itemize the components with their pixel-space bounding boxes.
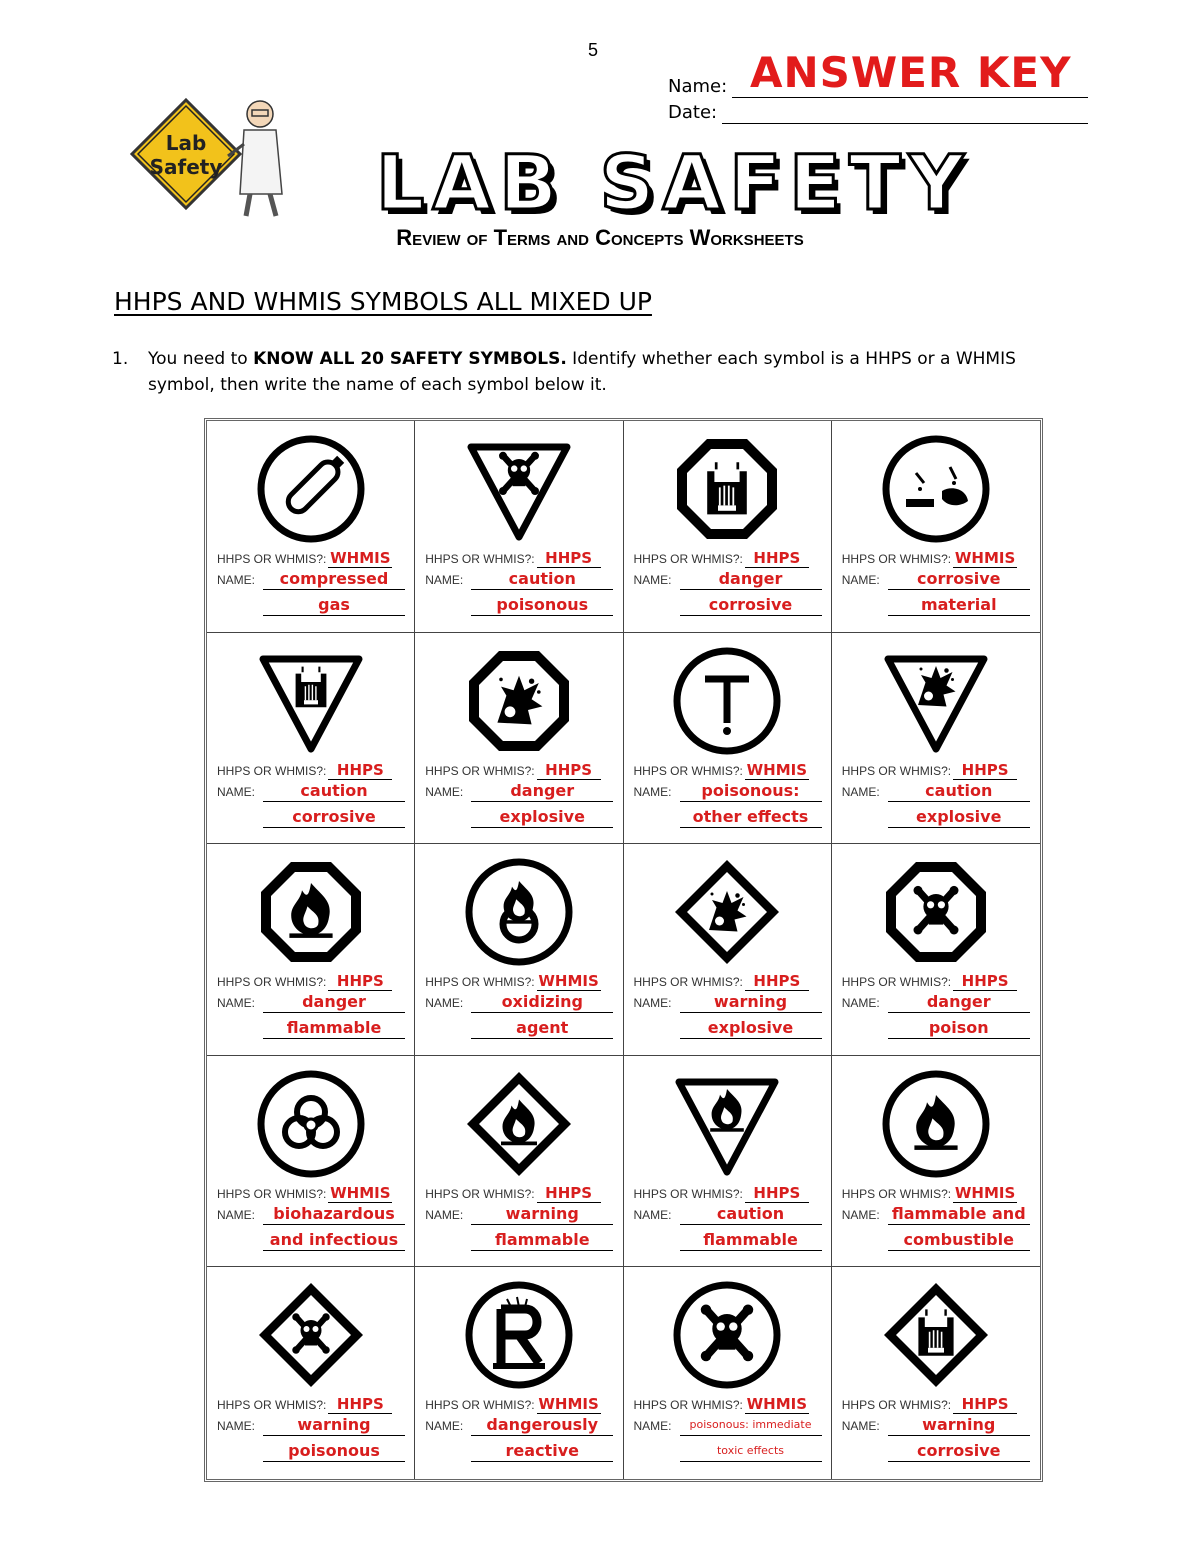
name-answer-line-1[interactable]: caution	[888, 781, 1030, 802]
type-label: HHPS OR WHMIS?:	[841, 975, 952, 990]
dangerously-reactive-icon	[463, 1279, 575, 1391]
type-label: HHPS OR WHMIS?:	[633, 1398, 743, 1413]
biohazard-icon	[255, 1068, 367, 1180]
name-label: NAME:	[841, 996, 880, 1011]
name-answer-line-1[interactable]: biohazardous	[263, 1204, 405, 1225]
type-question	[842, 972, 1017, 991]
type-label: HHPS OR WHMIS?:	[633, 552, 743, 566]
name-answer-line-2[interactable]: gas	[263, 595, 405, 616]
name-answer-line-1[interactable]: danger	[680, 569, 822, 590]
question-bold-text: KNOW ALL 20 SAFETY SYMBOLS.	[253, 349, 567, 369]
type-label: HHPS OR WHMIS?:	[841, 1186, 952, 1201]
name-answer-line-2[interactable]: other effects	[680, 807, 822, 828]
type-question	[425, 549, 600, 568]
type-label: HHPS OR WHMIS?:	[841, 1398, 952, 1413]
type-question	[634, 549, 809, 568]
name-answer-line-1[interactable]: warning	[471, 1204, 613, 1225]
type-question	[842, 549, 1017, 568]
compressed-gas-icon	[255, 433, 367, 545]
type-question	[217, 761, 392, 780]
name-answer-line-1[interactable]: danger	[471, 781, 613, 802]
type-question	[217, 972, 392, 991]
name-answer-line-2[interactable]: and infectious	[263, 1230, 405, 1251]
type-answer[interactable]: HHPS	[328, 972, 392, 991]
caution-explosive-icon	[880, 645, 992, 757]
name-underline	[732, 97, 1088, 98]
type-label: HHPS OR WHMIS?:	[217, 975, 327, 990]
type-label: HHPS OR WHMIS?:	[633, 975, 743, 990]
danger-corrosive-icon	[671, 433, 783, 545]
name-answer-line-2[interactable]: poison	[888, 1018, 1030, 1039]
name-answer-line-1[interactable]: poisonous:	[680, 781, 822, 802]
symbol-cell	[624, 421, 832, 633]
name-answer-line-2[interactable]: flammable	[471, 1230, 613, 1251]
symbol-cell	[624, 844, 832, 1056]
warning-poisonous-icon	[255, 1279, 367, 1391]
type-label: HHPS OR WHMIS?:	[841, 552, 952, 566]
type-question	[842, 761, 1017, 780]
page-subtitle: Review of Terms and Concepts Worksheets	[396, 225, 804, 250]
question-text-after: Identify whether each symbol is a HHPS or a WHMIS symbol, then write the name of each symbol below it.	[148, 349, 1016, 395]
name-answer-line-2[interactable]: corrosive	[263, 807, 405, 828]
name-answer-line-2[interactable]: corrosive	[680, 595, 822, 616]
name-answer-line-1[interactable]: caution	[680, 1204, 822, 1225]
symbol-cell	[207, 844, 415, 1056]
name-label: NAME:	[841, 784, 880, 799]
name-label: NAME:	[425, 1207, 464, 1222]
name-answer-line-2[interactable]: combustible	[888, 1230, 1030, 1251]
type-answer[interactable]: HHPS	[328, 1395, 392, 1414]
symbol-cell	[415, 1056, 623, 1268]
type-answer[interactable]: HHPS	[328, 761, 392, 780]
type-label: HHPS OR WHMIS?:	[425, 975, 535, 990]
type-question	[634, 1395, 809, 1414]
type-answer[interactable]: WHMIS	[954, 549, 1016, 567]
type-label: HHPS OR WHMIS?:	[633, 763, 743, 778]
flammable-combustible-icon	[880, 1068, 992, 1180]
type-answer[interactable]: HHPS	[953, 1395, 1017, 1414]
symbol-cell	[415, 421, 623, 633]
symbol-cell	[415, 844, 623, 1056]
symbol-cell	[207, 633, 415, 845]
caution-poisonous-icon	[463, 433, 575, 545]
symbol-cell	[832, 1056, 1040, 1268]
name-answer-line-2[interactable]: poisonous	[263, 1441, 405, 1462]
symbol-cell	[415, 633, 623, 845]
name-answer-line-1[interactable]: poisonous: immediate	[680, 1415, 822, 1436]
date-field[interactable]	[668, 102, 1088, 124]
poisonous-other-effects-icon	[671, 645, 783, 757]
name-label: NAME:	[633, 573, 672, 587]
date-label: Date:	[668, 102, 718, 123]
name-label: NAME:	[841, 573, 880, 587]
type-question	[425, 1184, 600, 1203]
symbol-cell	[832, 633, 1040, 845]
caution-flammable-icon	[671, 1068, 783, 1180]
name-label: Name:	[668, 76, 728, 97]
logo-text-lab: Lab	[165, 131, 207, 155]
answer-key-text: ANSWER KEY	[750, 48, 1072, 97]
name-field[interactable]	[668, 76, 1088, 98]
symbol-cell	[624, 633, 832, 845]
type-question	[217, 549, 392, 568]
name-label: NAME:	[841, 1207, 880, 1222]
name-answer-line-2[interactable]: explosive	[888, 807, 1030, 828]
type-answer[interactable]: WHMIS	[330, 1183, 391, 1202]
type-answer[interactable]: WHMIS	[746, 760, 808, 779]
type-question	[634, 972, 809, 991]
symbol-cell	[207, 421, 415, 633]
poisonous-immediate-toxic-icon	[671, 1279, 783, 1391]
name-answer-line-2[interactable]: corrosive	[888, 1441, 1030, 1462]
name-answer-line-1[interactable]: warning	[680, 992, 822, 1013]
type-answer[interactable]: WHMIS	[538, 1395, 599, 1414]
name-answer-line-2[interactable]: agent	[471, 1018, 613, 1039]
type-label: HHPS OR WHMIS?:	[633, 1186, 743, 1201]
type-answer[interactable]: WHMIS	[538, 972, 599, 991]
name-label: NAME:	[217, 784, 256, 799]
name-answer-line-2[interactable]: flammable	[263, 1018, 405, 1039]
type-label: HHPS OR WHMIS?:	[217, 1186, 327, 1201]
type-answer[interactable]: HHPS	[537, 549, 601, 568]
danger-explosive-icon	[463, 645, 575, 757]
name-answer-line-1[interactable]: danger	[263, 992, 405, 1013]
type-answer[interactable]: WHMIS	[746, 1395, 808, 1414]
type-label: HHPS OR WHMIS?:	[425, 1186, 535, 1201]
page-title: LAB SAFETY	[376, 138, 972, 227]
type-question	[425, 761, 600, 780]
name-label: NAME:	[217, 1207, 256, 1222]
logo-text-safety: Safety	[149, 155, 223, 179]
type-question	[425, 1395, 600, 1414]
question-number: 1.	[112, 349, 129, 369]
type-question	[217, 1395, 392, 1414]
page-number: 5	[588, 40, 599, 60]
name-answer-line-1[interactable]: dangerously	[471, 1415, 613, 1436]
symbol-cell	[207, 1267, 415, 1479]
name-label: NAME:	[425, 996, 464, 1011]
section-heading: HHPS AND WHMIS SYMBOLS ALL MIXED UP	[114, 287, 652, 316]
oxidizing-agent-icon	[463, 856, 575, 968]
type-answer[interactable]: HHPS	[745, 1184, 809, 1203]
name-label: NAME:	[425, 784, 464, 799]
type-answer[interactable]: HHPS	[953, 972, 1017, 991]
name-answer-line-2[interactable]: poisonous	[471, 595, 613, 616]
type-answer[interactable]: HHPS	[745, 549, 809, 568]
type-answer[interactable]: HHPS	[953, 761, 1017, 780]
danger-poison-icon	[880, 856, 992, 968]
name-answer-line-1[interactable]: compressed	[263, 569, 405, 590]
name-label: NAME:	[217, 573, 256, 587]
name-answer-line-1[interactable]: warning	[263, 1415, 405, 1436]
type-label: HHPS OR WHMIS?:	[217, 763, 327, 778]
name-label: NAME:	[217, 1419, 256, 1434]
warning-flammable-icon	[463, 1068, 575, 1180]
name-answer-line-2[interactable]: explosive	[471, 807, 613, 828]
type-question	[217, 1184, 392, 1203]
symbol-cell	[832, 1267, 1040, 1479]
type-label: HHPS OR WHMIS?:	[217, 1398, 327, 1413]
warning-explosive-icon	[671, 856, 783, 968]
type-label: HHPS OR WHMIS?:	[425, 1398, 535, 1413]
symbol-cell	[624, 1056, 832, 1268]
type-label: HHPS OR WHMIS?:	[425, 552, 535, 566]
name-label: NAME:	[425, 573, 464, 587]
name-answer-line-2[interactable]: material	[888, 595, 1030, 616]
symbol-cell	[624, 1267, 832, 1479]
symbol-cell	[415, 1267, 623, 1479]
name-label: NAME:	[425, 1419, 464, 1434]
question-text-before: You need to	[148, 349, 254, 369]
name-answer-line-2[interactable]: toxic effects	[680, 1441, 822, 1462]
name-label: NAME:	[633, 1419, 672, 1434]
name-answer-line-1[interactable]: danger	[888, 992, 1030, 1013]
type-answer[interactable]: WHMIS	[954, 1183, 1016, 1202]
name-answer-line-1[interactable]: flammable and	[888, 1204, 1030, 1225]
symbol-cell	[207, 1056, 415, 1268]
name-label: NAME:	[841, 1419, 880, 1434]
symbols-grid	[204, 418, 1043, 1482]
type-question	[425, 972, 600, 991]
name-answer-line-1[interactable]: warning	[888, 1415, 1030, 1436]
type-answer[interactable]: HHPS	[537, 761, 601, 780]
date-underline	[722, 123, 1088, 124]
caution-corrosive-icon	[255, 645, 367, 757]
corrosive-material-icon	[880, 433, 992, 545]
name-answer-line-1[interactable]: oxidizing	[471, 992, 613, 1013]
name-label: NAME:	[633, 1207, 672, 1222]
name-answer-line-2[interactable]: explosive	[680, 1018, 822, 1039]
name-answer-line-1[interactable]: caution	[471, 569, 613, 590]
type-label: HHPS OR WHMIS?:	[841, 763, 952, 778]
type-answer[interactable]: WHMIS	[330, 549, 391, 567]
name-label: NAME:	[217, 996, 256, 1011]
type-answer[interactable]: HHPS	[745, 972, 809, 991]
name-answer-line-1[interactable]: caution	[263, 781, 405, 802]
type-label: HHPS OR WHMIS?:	[217, 552, 327, 566]
name-answer-line-2[interactable]: flammable	[680, 1230, 822, 1251]
danger-flammable-icon	[255, 856, 367, 968]
warning-corrosive-icon	[880, 1279, 992, 1391]
symbol-cell	[832, 844, 1040, 1056]
type-question	[842, 1184, 1017, 1203]
name-label: NAME:	[633, 996, 672, 1011]
name-answer-line-2[interactable]: reactive	[471, 1441, 613, 1462]
name-answer-line-1[interactable]: corrosive	[888, 569, 1030, 590]
name-label: NAME:	[633, 784, 672, 799]
question-instruction	[112, 346, 1052, 398]
type-question	[634, 761, 809, 780]
type-answer[interactable]: HHPS	[537, 1184, 601, 1203]
symbol-cell	[832, 421, 1040, 633]
type-label: HHPS OR WHMIS?:	[425, 763, 535, 778]
lab-safety-logo	[128, 94, 303, 218]
type-question	[634, 1184, 809, 1203]
type-question	[842, 1395, 1017, 1414]
